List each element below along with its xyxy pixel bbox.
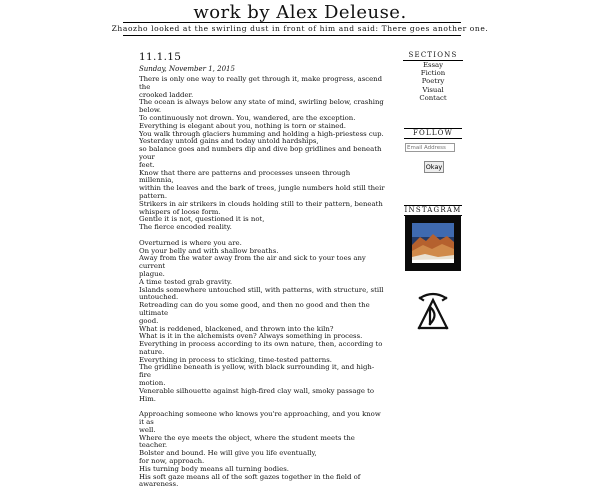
poem-line: The fierce encoded reality. <box>139 223 232 232</box>
okay-button[interactable]: Okay <box>425 163 443 171</box>
canyon-photo <box>405 215 461 271</box>
poem-line: motion. <box>139 379 166 388</box>
poem-line: Islands somewhere untouched still, with patterns, with structure, still <box>139 285 384 294</box>
poem-line: untouched. <box>139 293 179 302</box>
poem-line: There is only one way to really get through it, make progress, ascend the <box>139 75 383 91</box>
sections-heading: SECTIONS <box>403 51 463 61</box>
site-tagline: Zhaozho looked at the swirling dust in front of him and said: There goes another one. <box>111 24 489 33</box>
sections-link-contact[interactable]: Contact <box>419 93 447 102</box>
poem-line: The gridline beneath is yellow, with black surrounding it, and high-fire <box>139 363 375 380</box>
poem-line: What is reddened, blackened, and thrown into the kiln? <box>139 324 334 333</box>
poem-line: What is it in the alchemists oven? Always something in process. <box>139 332 363 341</box>
poem-stanza <box>139 76 385 232</box>
poem-stanza <box>139 411 385 489</box>
site-title[interactable]: work by Alex Deleuse. <box>193 2 407 23</box>
poem-line: feet. <box>139 160 155 169</box>
post-date: Sunday, November 1, 2015 <box>139 65 235 73</box>
poem-line: A time tested grab gravity. <box>139 277 233 286</box>
durer-monogram-icon[interactable] <box>417 291 449 331</box>
poem-line: Where the eye meets the object, where the student meets the teacher. <box>139 433 355 450</box>
post-title[interactable]: 11.1.15 <box>139 51 182 63</box>
poem-line: whispers of loose form. <box>139 207 221 216</box>
poem-line: well. <box>139 425 156 434</box>
sections-nav <box>403 61 463 102</box>
poem-line: Venerable silhouette against high-fired clay wall, smoky passage to Him. <box>139 386 375 403</box>
sections-link-fiction[interactable]: Fiction <box>420 69 446 78</box>
poem-line: within the leaves and the bark of trees, jungle numbers hold still their <box>139 184 385 193</box>
header-rule-top <box>123 22 461 23</box>
poem-line: Strikers in air strikers in clouds holding still to their pattern, beneath <box>139 199 383 208</box>
poem-line: Approaching someone who knows you're approaching, and you know it as <box>139 410 381 427</box>
poem-line: Gentle it is not, questioned it is not, <box>139 215 265 224</box>
sections-link-essay[interactable]: Essay <box>422 61 444 69</box>
sections-link-poetry[interactable]: Poetry <box>421 77 445 86</box>
poem-line: for now, approach. <box>139 457 205 466</box>
poem-line: good. <box>139 316 159 325</box>
poem-line: Everything is elegant about you, nothing is torn or stained. <box>139 121 346 130</box>
poem-line: Know that there are patterns and processes unseen through millennia, <box>139 168 351 185</box>
instagram-photo[interactable] <box>405 215 461 271</box>
stanza-gap <box>139 403 385 411</box>
poem-stanza <box>139 240 385 404</box>
email-address-input[interactable] <box>405 143 455 152</box>
poem-line: Away from the water away from the air and sick to your toes any current <box>139 254 366 271</box>
blog-post <box>139 51 385 489</box>
poem-line: You walk through glaciers humming and holding a high-priestess cup. <box>139 129 384 138</box>
poem-line: Everything in process according to its own nature, then, according to <box>139 340 383 349</box>
poem-line: To continuously not drown. You, wandered, are the exception. <box>139 113 356 122</box>
poem-line: Overturned is where you are. <box>139 238 242 247</box>
poem-line: Retreading can do you some good, and then no good and then the ultimate <box>139 301 370 317</box>
poem-line: pattern. <box>139 191 168 200</box>
post-body <box>139 76 385 489</box>
poem-line: The ocean is always below any state of mind, swirling below, crashing below. <box>139 98 384 115</box>
poem-line: Yesterday untold gains and today untold hardships, <box>139 137 319 146</box>
sections-link-visual[interactable]: Visual <box>422 85 444 94</box>
poem-line: Everything in process to sticking, time-tested patterns. <box>139 355 332 364</box>
poem-line: His soft gaze means all of the soft gazes together in the field of awareness. <box>139 472 361 489</box>
instagram-heading: INSTAGRAM <box>404 206 462 214</box>
poem-line: On your belly and with shallow breaths. <box>139 246 279 255</box>
poem-line: nature. <box>139 347 165 356</box>
header-rule-bottom <box>123 35 461 36</box>
poem-line: so balance goes and numbers dip and dive bop gridlines and beneath your <box>139 145 382 161</box>
poem-line: His turning body means all turning bodies. <box>139 464 289 473</box>
poem-line: plague. <box>139 269 165 278</box>
poem-line: crooked ladder. <box>139 90 194 99</box>
poem-line: Bolster and bound. He will give you life eventually, <box>139 449 317 458</box>
follow-heading: FOLLOW <box>404 128 462 139</box>
